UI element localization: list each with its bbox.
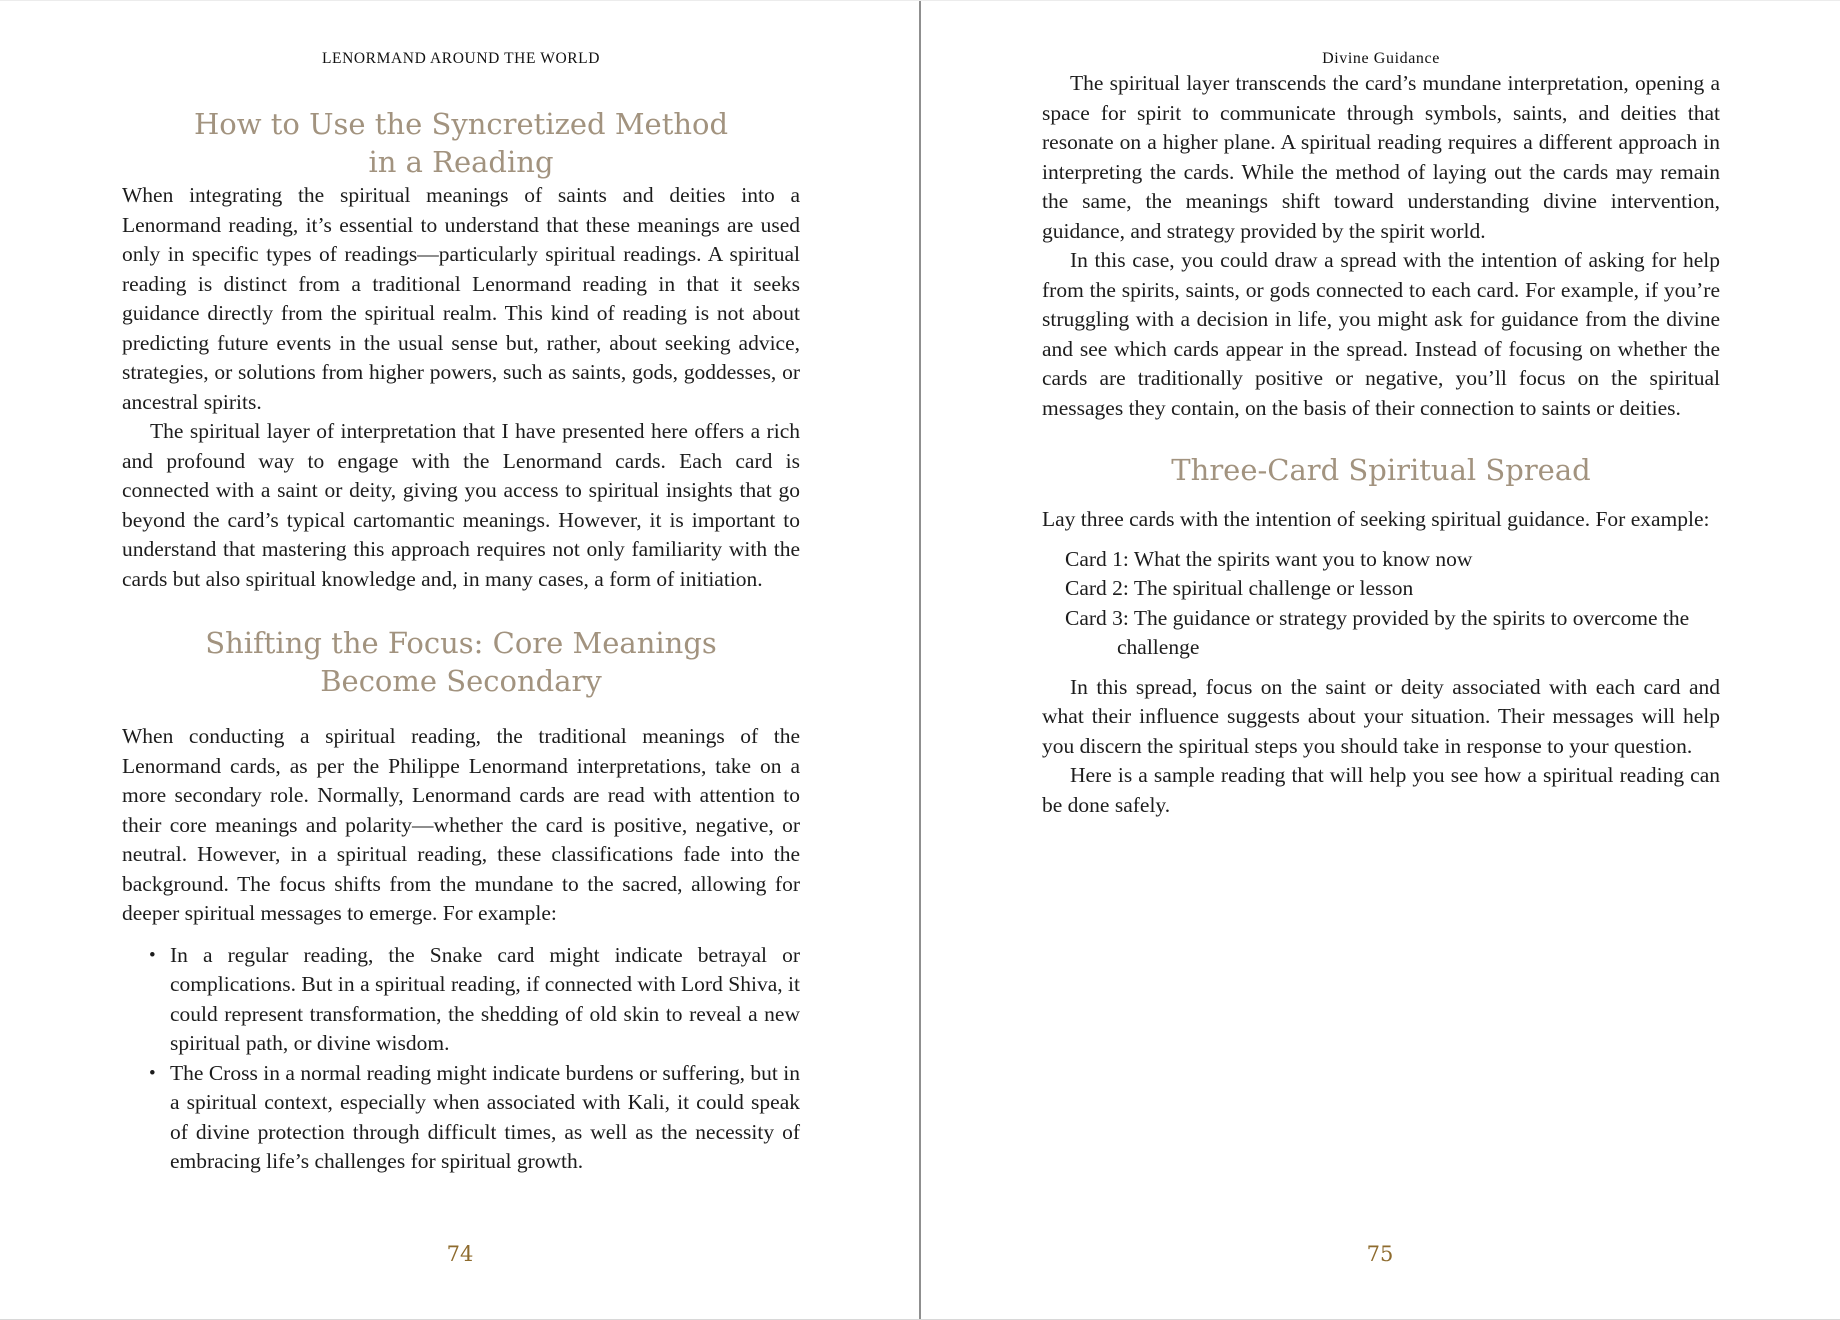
body-paragraph: In this case, you could draw a spread with the intention of asking for help from the spirits, saints, or gods connected to each card. For example, if you’re struggling with a decision in life, you might ask for guidance from the divine and see which cards appear in the spread. Instead of focusing on whether the cards are traditionally positive or negative, you’ll focus on the spiritual messages they contain, on the basis of their connection to saints or deities. [1042,248,1720,420]
heading-line-2: Become Secondary [320,664,602,698]
heading-line-1: How to Use the Syncretized Method [193,107,729,141]
bullet-text: In a regular reading, the Snake card might indicate betrayal or complications. But in a spiritual reading, if connected with Lord Shiva, it could represent transformation, the shedding of old skin to reveal a new spiritual path, or divine wisdom. [170,942,800,1055]
heading-line-1: Shifting the Focus: Core Meanings [205,626,717,660]
body-paragraph: When integrating the spiritual meanings of saints and deities into a Lenormand reading, it’s essential to understand that these meanings are used only in specific types of readings—particularly spiritual readings. A spiritual reading is distinct from a traditional Lenormand reading in that it seeks guidance directly from the spiritual realm. This kind of reading is not about predicting future events in the usual sense but, rather, about seeking advice, strategies, or solutions from higher powers, such as saints, gods, goddesses, or ancestral spirits. [122,183,800,414]
card-item: Card 2: The spiritual challenge or lesson [1065,576,1414,600]
bullet-item [122,941,800,1059]
heading-line-2: in a Reading [368,145,554,179]
card-list [1042,545,1720,663]
body-paragraph: Here is a sample reading that will help you see how a spiritual reading can be done safely. [1042,763,1720,817]
body-paragraph: Lay three cards with the intention of seeking spiritual guidance. For example: [1042,507,1710,531]
page-number-left: 74 [446,1242,474,1266]
section-heading-shifting-focus [122,624,800,700]
body-paragraph: In this spread, focus on the saint or deity associated with each card and what their influence suggests about your situation. Their messages will help you discern the spiritual steps you should take in response to your question. [1042,674,1720,758]
section-heading-three-card-spread: Three-Card Spiritual Spread [1171,453,1591,487]
running-head-left: LENORMAND AROUND THE WORLD [321,50,601,67]
body-paragraph: The spiritual layer transcends the card’s mundane interpretation, opening a space for spirit to communicate through symbols, saints, and deities that resonate on a higher plane. A spiritual reading requires a different approach in interpreting the cards. While the method of laying out the cards may remain the same, the meanings shift toward understanding divine intervention, guidance, and strategy provided by the spirit world. [1042,71,1720,243]
section-heading-syncretized-method [122,105,800,181]
card-item: Card 1: What the spirits want you to know now [1065,546,1473,571]
bullet-icon: • [149,1062,156,1084]
body-paragraph: When conducting a spiritual reading, the traditional meanings of the Lenormand cards, as per the Philippe Lenormand interpretations, take on a more secondary role. Normally, Lenormand cards are read with attention to their core meanings and polarity—whether the card is positive, negative, or neutral. However, in a spiritual reading, these classifications fade into the background. The focus shifts from the mundane to the sacred, allowing for deeper spiritual messages to emerge. For example: [122,724,800,925]
bullet-item [122,1059,800,1177]
page-number-right: 75 [1366,1242,1394,1266]
bullet-list [122,941,800,1177]
bullet-icon: • [149,944,156,966]
card-item: Card 3: The guidance or strategy provided by the spirits to overcome the challenge [1065,605,1690,659]
left-page [0,1,920,1320]
bullet-text: The Cross in a normal reading might indicate burdens or suffering, but in a spiritual context, especially when associated with Kali, it could speak of divine protection through difficult times, as well as the necessity of embracing life’s challenges for spiritual growth. [170,1060,800,1173]
right-page [920,1,1840,1320]
running-head-right: Divine Guidance [1322,50,1440,67]
body-paragraph: The spiritual layer of interpretation that I have presented here offers a rich and profound way to engage with the Lenormand cards. Each card is connected with a saint or deity, giving you access to spiritual insights that go beyond the card’s typical cartomantic meanings. However, it is important to understand that mastering this approach requires not only familiarity with the cards but also spiritual knowledge and, in many cases, a form of initiation. [122,419,800,591]
